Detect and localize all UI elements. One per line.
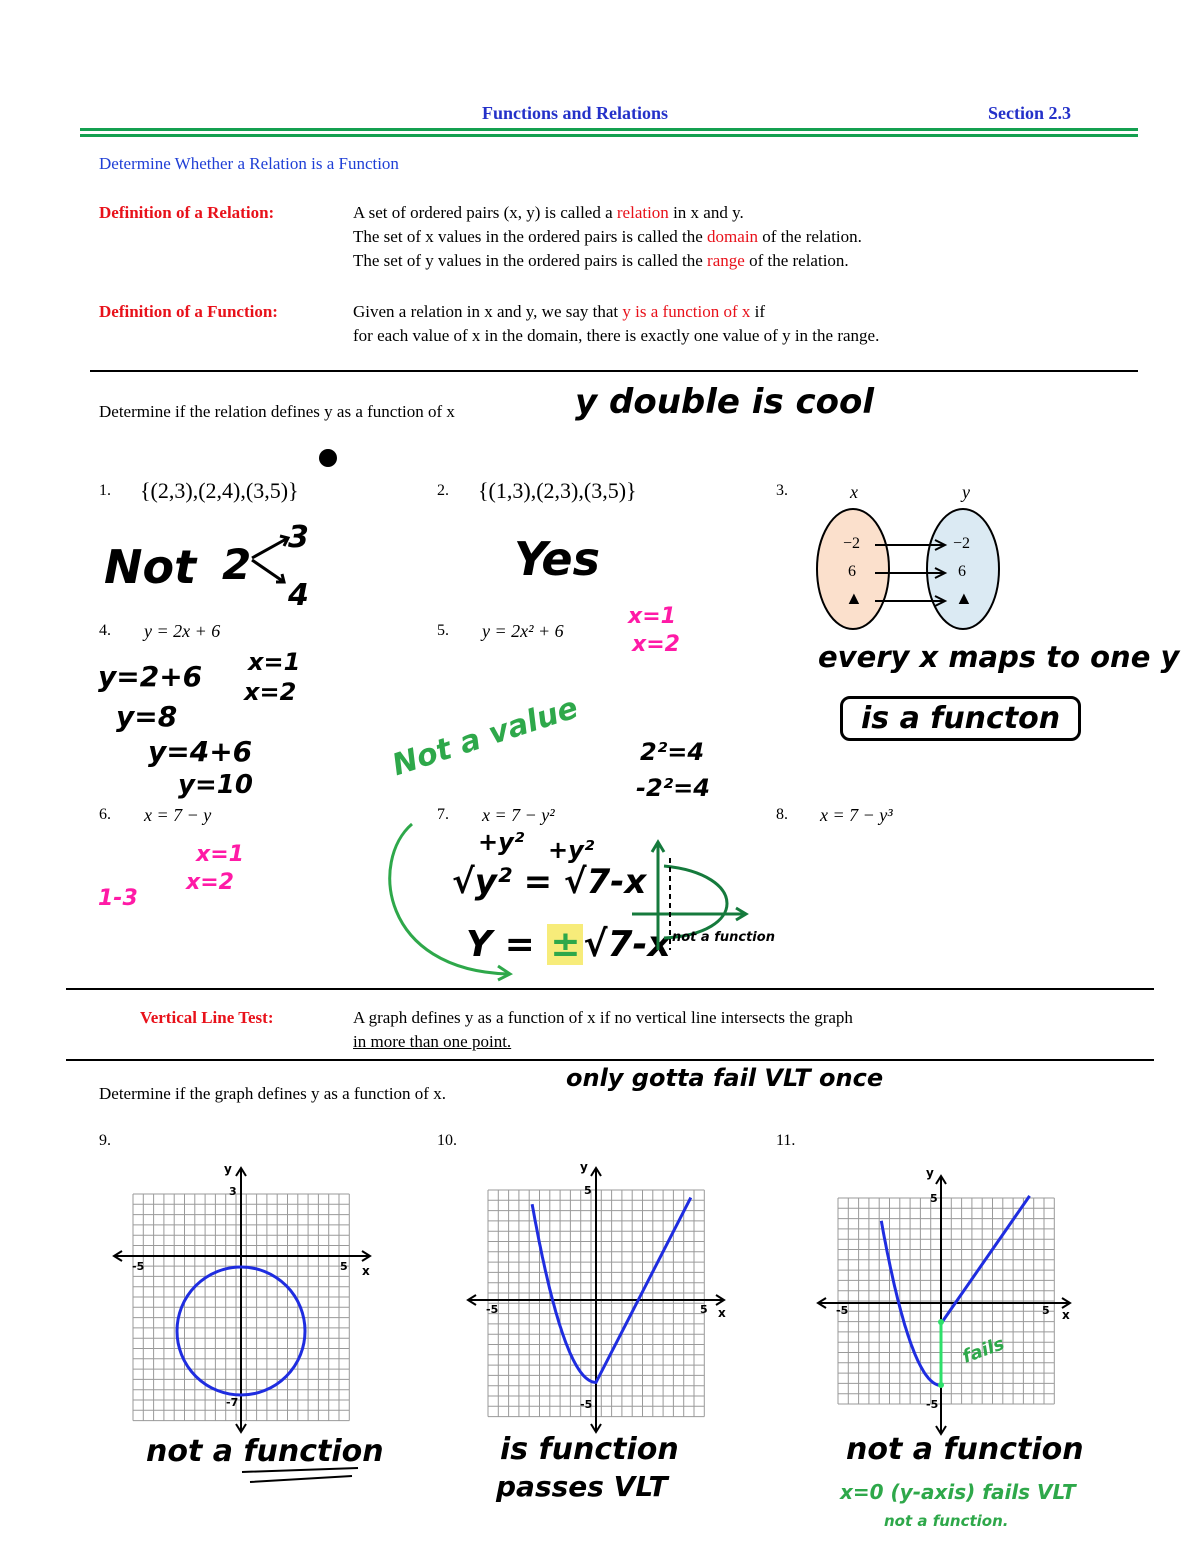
problem-5-expression: y = 2x² + 6 xyxy=(482,621,564,641)
problem-6-x-2: x=2 xyxy=(186,870,234,895)
problem-2-number: 2. xyxy=(437,482,449,499)
graph-9-y-max: 3 xyxy=(229,1185,237,1198)
graph-9-underline xyxy=(240,1466,360,1486)
page-title: Functions and Relations xyxy=(482,103,669,123)
problem-5-square-1: 2²=4 xyxy=(640,738,705,766)
problem-7-graph-label: not a function xyxy=(672,930,775,945)
problem-6-expression: x = 7 − y xyxy=(144,805,212,825)
problem-2-answer: Yes xyxy=(514,532,600,586)
problem-8-number: 8. xyxy=(776,806,788,823)
relation-def-line-2: The set of x values in the ordered pairs is called the domain of the relation. xyxy=(353,227,862,246)
problem-3-y-label: y xyxy=(962,482,970,502)
graph-10-x-max: 5 xyxy=(700,1303,708,1316)
range-value-1: −2 xyxy=(953,535,971,552)
problem-6-x-1: x=1 xyxy=(196,842,244,867)
problem-7-add-2: +y² xyxy=(548,836,595,864)
problem-7-number: 7. xyxy=(437,806,449,823)
vlt-text xyxy=(353,1006,1053,1054)
header-rule-top xyxy=(80,128,1138,131)
part1-prompt: Determine if the relation defines y as a function of x xyxy=(99,402,455,421)
section-divider-3 xyxy=(66,1059,1154,1061)
problem-4-expression: y = 2x + 6 xyxy=(144,621,221,641)
problem-5-number: 5. xyxy=(437,622,449,639)
graph-11-number: 11. xyxy=(776,1132,796,1149)
graph-9-x-max: 5 xyxy=(340,1260,348,1273)
problem-5-square-2: -2²=4 xyxy=(636,774,710,802)
graph-10-answer-2: passes VLT xyxy=(496,1470,668,1503)
problem-1-expression: {(2,3),(2,4),(3,5)} xyxy=(140,478,299,503)
function-def-text xyxy=(353,300,1113,348)
problem-4-work-4: y=10 xyxy=(178,770,253,800)
function-def-line-2: for each value of x in the domain, there is exactly one value of y in the range. xyxy=(353,326,880,345)
graph-11-note-2: not a function. xyxy=(884,1512,1009,1530)
graph-10-y-max: 5 xyxy=(584,1184,592,1197)
plus-minus-highlight: ± xyxy=(547,924,583,965)
graph-11-answer: not a function xyxy=(846,1432,1084,1467)
problem-1-mapping-two: 2 xyxy=(222,540,252,589)
vlt-label: Vertical Line Test: xyxy=(140,1008,274,1027)
problem-7-note: Not a value xyxy=(388,690,583,784)
graph-11-y-label: y xyxy=(926,1166,934,1180)
part2-prompt: Determine if the graph defines y as a function of x. xyxy=(99,1084,446,1103)
graph-9-answer: not a function xyxy=(146,1434,384,1469)
graph-10-x-label: x xyxy=(718,1306,726,1320)
graph-10-number: 10. xyxy=(437,1132,457,1149)
domain-value-2: 6 xyxy=(848,563,856,580)
graph-11-fails: fails xyxy=(959,1333,1008,1368)
problem-4-work-2: y=8 xyxy=(116,700,178,733)
graph-10 xyxy=(466,1160,736,1435)
relation-def-line-1: A set of ordered pairs (x, y) is called a relation in x and y. xyxy=(353,203,744,222)
graph-11-y-max: 5 xyxy=(930,1192,938,1205)
graph-9-y-label: y xyxy=(224,1162,232,1176)
function-def-label: Definition of a Function: xyxy=(99,302,278,321)
graph-11-y-min: -5 xyxy=(926,1398,939,1411)
vlt-line-1: A graph defines y as a function of x if no vertical line intersects the graph xyxy=(353,1008,853,1027)
graph-9-y-min: -7 xyxy=(226,1396,239,1409)
header-rule-bottom xyxy=(80,134,1138,137)
graph-9-x-min: -5 xyxy=(132,1260,145,1273)
graph-10-y-label: y xyxy=(580,1160,588,1174)
problem-3-x-label: x xyxy=(850,482,858,502)
function-def-line-1: Given a relation in x and y, we say that y is a function of x if xyxy=(353,302,765,321)
domain-value-1: −2 xyxy=(843,535,861,552)
part1-handwritten-note: y double is cool xyxy=(575,382,875,422)
graph-11-x-max: 5 xyxy=(1042,1304,1050,1317)
problem-7-add-1: +y² xyxy=(478,828,525,856)
problem-5-x-1: x=1 xyxy=(628,604,676,629)
problem-1-answer: Not xyxy=(104,540,197,594)
graph-10-y-min: -5 xyxy=(580,1398,593,1411)
problem-7-green-arrow xyxy=(380,820,520,980)
problem-1-mapping-three: 3 xyxy=(288,520,309,555)
test-point-bottom xyxy=(938,1382,944,1388)
problem-3-number: 3. xyxy=(776,482,788,499)
domain-value-3: ▲ xyxy=(845,588,863,608)
problem-8-expression: x = 7 − y³ xyxy=(820,805,893,825)
problem-1-number: 1. xyxy=(99,482,111,499)
problem-3-note-line-2: is a functon xyxy=(840,696,1081,741)
vlt-line-2: in more than one point. xyxy=(353,1032,512,1051)
graph-11-x-min: -5 xyxy=(836,1304,849,1317)
problem-4-x-1: x=1 xyxy=(248,648,301,676)
graph-9 xyxy=(112,1160,382,1435)
problem-6-number: 6. xyxy=(99,806,111,823)
part2-handwritten-note: only gotta fail VLT once xyxy=(566,1064,884,1092)
graph-9-x-label: x xyxy=(362,1264,370,1278)
problem-5-x-2: x=2 xyxy=(632,632,680,657)
section-divider-1 xyxy=(90,370,1138,372)
section-label: Section 2.3 xyxy=(988,103,1071,123)
relation-def-text xyxy=(353,201,1113,273)
problem-7-step-2: Y = ±√7-x xyxy=(466,924,671,965)
problem-7-step-1: √y² = √7-x xyxy=(452,862,647,902)
problem-4-x-2: x=2 xyxy=(244,678,297,706)
range-value-2: 6 xyxy=(958,563,966,580)
graph-11-x-label: x xyxy=(1062,1308,1070,1322)
mapping-diagram xyxy=(815,505,1010,635)
problem-3-note-line-1: every x maps to one y xyxy=(818,640,1180,674)
problem-6-fraction: 1-3 xyxy=(98,886,138,911)
problem-4-number: 4. xyxy=(99,622,111,639)
relation-def-line-3: The set of y values in the ordered pairs is called the range of the relation. xyxy=(353,251,849,270)
graph-10-x-min: -5 xyxy=(486,1303,499,1316)
problem-4-work-1: y=2+6 xyxy=(98,660,203,693)
problem-4-work-3: y=4+6 xyxy=(148,735,253,768)
graph-11-note-1: x=0 (y-axis) fails VLT xyxy=(840,1480,1076,1504)
intro-heading: Determine Whether a Relation is a Function xyxy=(99,154,399,173)
smiley-icon xyxy=(316,446,340,470)
section-divider-2 xyxy=(66,988,1154,990)
test-point-top xyxy=(938,1319,944,1325)
problem-1-mapping-four: 4 xyxy=(288,578,309,613)
problem-7-expression: x = 7 − y² xyxy=(482,805,555,825)
graph-10-answer-1: is function xyxy=(500,1432,679,1467)
range-value-3: ▲ xyxy=(955,588,973,608)
relation-def-label: Definition of a Relation: xyxy=(99,203,275,222)
problem-2-expression: {(1,3),(2,3),(3,5)} xyxy=(478,478,637,503)
graph-9-number: 9. xyxy=(99,1132,111,1149)
